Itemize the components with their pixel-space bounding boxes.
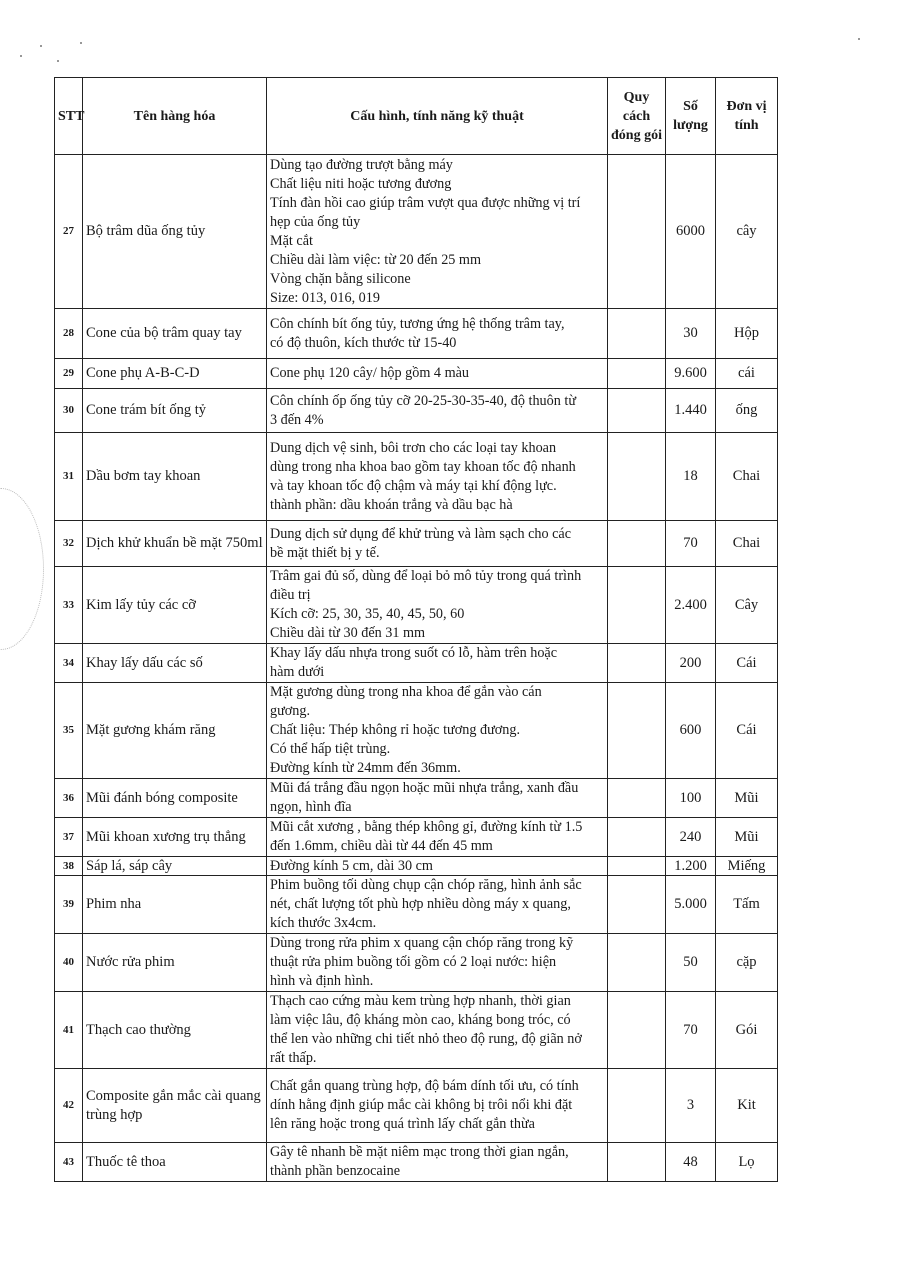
goods-table xyxy=(54,77,778,1182)
scan-speck xyxy=(20,55,22,57)
row-unit: Mũi xyxy=(716,818,778,857)
row-quantity: 18 xyxy=(666,433,716,521)
table-row xyxy=(55,521,778,567)
row-item-name: Cone phụ A-B-C-D xyxy=(83,359,267,389)
row-quantity: 70 xyxy=(666,992,716,1069)
row-item-name: Kim lấy tủy các cỡ xyxy=(83,567,267,644)
table-row xyxy=(55,389,778,433)
header-qty: Số lượng xyxy=(666,78,716,155)
spec-line: Gây tê nhanh bề mặt niêm mạc trong thời gian ngắn, xyxy=(270,1144,569,1160)
row-unit: Kit xyxy=(716,1069,778,1143)
row-quantity: 3 xyxy=(666,1069,716,1143)
row-stt: 33 xyxy=(55,567,83,644)
row-spec xyxy=(267,521,608,567)
spec-line: kích thước 3x4cm. xyxy=(270,915,377,931)
table-header-row xyxy=(55,78,778,155)
spec-line: nét, chất lượng tốt phù hợp nhiều dòng máy x quang, xyxy=(270,896,571,912)
table-row xyxy=(55,155,778,309)
spec-line: điều trị xyxy=(270,587,311,603)
row-item-name: Cone trám bít ống tỷ xyxy=(83,389,267,433)
row-item-name: Thạch cao thường xyxy=(83,992,267,1069)
spec-line: thuật rửa phim buồng tối gồm có 2 loại nước: hiện xyxy=(270,954,557,970)
row-quantity: 200 xyxy=(666,644,716,683)
row-spec xyxy=(267,1143,608,1182)
spec-line: Kích cỡ: 25, 30, 35, 40, 45, 50, 60 xyxy=(270,606,465,622)
header-stt: STT xyxy=(55,78,83,155)
table-row xyxy=(55,934,778,992)
spec-line: Chất liệu: Thép không rỉ hoặc tương đương. xyxy=(270,722,520,738)
row-item-name: Composite gắn mắc cài quang trùng hợp xyxy=(83,1069,267,1143)
spec-line: hẹp của ống tủy xyxy=(270,213,361,230)
spec-line: 3 đến 4% xyxy=(270,411,324,428)
spec-line: Thạch cao cứng màu kem trùng hợp nhanh, thời gian xyxy=(270,993,571,1009)
row-unit: Lọ xyxy=(716,1143,778,1182)
row-quantity: 30 xyxy=(666,309,716,359)
row-unit: Cây xyxy=(716,567,778,644)
spec-line: Đường kính 5 cm, dài 30 cm xyxy=(270,857,433,874)
row-pack xyxy=(608,934,666,992)
row-item-name: Dầu bơm tay khoan xyxy=(83,433,267,521)
spec-line: Chất gắn quang trùng hợp, độ bám dính tối ưu, có tính xyxy=(270,1078,579,1094)
row-item-name: Mũi đánh bóng composite xyxy=(83,779,267,818)
row-stt: 27 xyxy=(55,155,83,309)
row-quantity: 100 xyxy=(666,779,716,818)
spec-line: làm việc lâu, độ kháng mòn cao, kháng bong tróc, có xyxy=(270,1012,571,1028)
row-unit: cây xyxy=(716,155,778,309)
scan-speck xyxy=(40,45,42,47)
row-stt: 28 xyxy=(55,309,83,359)
spec-line: Mặt gương dùng trong nha khoa để gắn vào cán xyxy=(270,684,542,700)
row-spec xyxy=(267,433,608,521)
spec-line: Khay lấy dấu nhựa trong suốt có lỗ, hàm trên hoặc xyxy=(270,645,558,661)
row-spec xyxy=(267,389,608,433)
spec-line: hình và định hình. xyxy=(270,973,374,989)
row-quantity: 600 xyxy=(666,683,716,779)
table-row xyxy=(55,309,778,359)
row-item-name: Dịch khử khuẩn bề mặt 750ml xyxy=(83,521,267,567)
row-stt: 30 xyxy=(55,389,83,433)
row-pack xyxy=(608,1143,666,1182)
spec-line: Đường kính từ 24mm đến 36mm. xyxy=(270,760,461,776)
spec-line: Vòng chặn bằng silicone xyxy=(270,270,411,287)
row-item-name: Sáp lá, sáp cây xyxy=(83,857,267,876)
table-row xyxy=(55,1143,778,1182)
row-unit: Miếng xyxy=(716,857,778,876)
spec-line: Chiều dài làm việc: từ 20 đến 25 mm xyxy=(270,251,482,268)
spec-line: rất thấp. xyxy=(270,1050,317,1066)
spec-line: Côn chính bít ống tủy, tương ứng hệ thống trâm tay, xyxy=(270,315,565,332)
row-item-name: Cone của bộ trâm quay tay xyxy=(83,309,267,359)
spec-line: và tay khoan tốc độ chậm và máy tại khí động lực. xyxy=(270,477,557,494)
row-stt: 31 xyxy=(55,433,83,521)
row-pack xyxy=(608,389,666,433)
row-pack xyxy=(608,779,666,818)
row-quantity: 1.440 xyxy=(666,389,716,433)
row-spec xyxy=(267,359,608,389)
row-stt: 35 xyxy=(55,683,83,779)
table-row xyxy=(55,567,778,644)
row-stt: 42 xyxy=(55,1069,83,1143)
row-unit: Mũi xyxy=(716,779,778,818)
row-spec xyxy=(267,155,608,309)
row-item-name: Phim nha xyxy=(83,876,267,934)
table-row xyxy=(55,779,778,818)
row-spec xyxy=(267,857,608,876)
spec-line: Tính đàn hồi cao giúp trâm vượt qua được những vị trí xyxy=(270,194,581,211)
row-spec xyxy=(267,1069,608,1143)
spec-line: Mặt cắt xyxy=(270,232,313,249)
row-stt: 32 xyxy=(55,521,83,567)
row-item-name: Mặt gương khám răng xyxy=(83,683,267,779)
row-pack xyxy=(608,992,666,1069)
table-row xyxy=(55,359,778,389)
row-pack xyxy=(608,857,666,876)
spec-line: thể len vào những chi tiết nhỏ theo độ rung, độ giãn nở xyxy=(270,1031,582,1047)
row-quantity: 1.200 xyxy=(666,857,716,876)
row-unit: cái xyxy=(716,359,778,389)
row-spec xyxy=(267,683,608,779)
spec-line: Dung dịch vệ sinh, bôi trơn cho các loại tay khoan xyxy=(270,439,557,456)
row-quantity: 6000 xyxy=(666,155,716,309)
row-stt: 38 xyxy=(55,857,83,876)
table-row xyxy=(55,876,778,934)
spec-line: lên răng hoặc trong quá trình lấy chất gắn thừa xyxy=(270,1116,535,1132)
row-pack xyxy=(608,155,666,309)
header-name: Tên hàng hóa xyxy=(83,78,267,155)
row-spec xyxy=(267,644,608,683)
row-stt: 41 xyxy=(55,992,83,1069)
row-spec xyxy=(267,309,608,359)
row-spec xyxy=(267,992,608,1069)
row-pack xyxy=(608,818,666,857)
spec-line: thành phần benzocaine xyxy=(270,1163,400,1179)
row-unit: Chai xyxy=(716,433,778,521)
row-item-name: Mũi khoan xương trụ thẳng xyxy=(83,818,267,857)
row-unit: Hộp xyxy=(716,309,778,359)
row-quantity: 5.000 xyxy=(666,876,716,934)
spec-line: Có thể hấp tiệt trùng. xyxy=(270,741,391,757)
scan-speck xyxy=(80,42,82,44)
row-quantity: 2.400 xyxy=(666,567,716,644)
row-pack xyxy=(608,521,666,567)
table-row xyxy=(55,857,778,876)
row-spec xyxy=(267,779,608,818)
row-stt: 43 xyxy=(55,1143,83,1182)
table-row xyxy=(55,683,778,779)
header-spec: Cấu hình, tính năng kỹ thuật xyxy=(267,78,608,155)
row-item-name: Nước rửa phim xyxy=(83,934,267,992)
row-stt: 37 xyxy=(55,818,83,857)
table-row xyxy=(55,818,778,857)
row-quantity: 70 xyxy=(666,521,716,567)
spec-line: Côn chính ốp ống tủy cỡ 20-25-30-35-40, độ thuôn từ xyxy=(270,392,577,409)
row-quantity: 50 xyxy=(666,934,716,992)
spec-line: dính hằng định giúp mắc cài không bị trôi nổi khi đặt xyxy=(270,1097,573,1113)
spec-line: Chiều dài từ 30 đến 31 mm xyxy=(270,625,426,641)
spec-line: Size: 013, 016, 019 xyxy=(270,289,380,306)
table-row xyxy=(55,1069,778,1143)
row-pack xyxy=(608,309,666,359)
row-pack xyxy=(608,359,666,389)
table-row xyxy=(55,433,778,521)
row-unit: cặp xyxy=(716,934,778,992)
spec-line: Dùng trong rửa phim x quang cận chóp răng trong kỹ xyxy=(270,935,574,951)
stamp-fragment xyxy=(0,488,44,650)
row-item-name: Bộ trâm dũa ống tủy xyxy=(83,155,267,309)
table-row xyxy=(55,992,778,1069)
spec-line: Cone phụ 120 cây/ hộp gồm 4 màu xyxy=(270,365,469,381)
row-quantity: 48 xyxy=(666,1143,716,1182)
row-pack xyxy=(608,433,666,521)
spec-line: có độ thuôn, kích thước từ 15-40 xyxy=(270,334,457,351)
row-unit: ống xyxy=(716,389,778,433)
row-pack xyxy=(608,1069,666,1143)
spec-line: Mũi đá trắng đầu ngọn hoặc mũi nhựa trắng, xanh đầu xyxy=(270,780,579,796)
spec-line: Dùng tạo đường trượt bằng máy xyxy=(270,156,453,173)
row-unit: Gói xyxy=(716,992,778,1069)
table-body xyxy=(55,155,778,1182)
spec-line: Dung dịch sử dụng để khử trùng và làm sạch cho các xyxy=(270,525,572,542)
spec-line: Mũi cắt xương , bằng thép không gỉ, đường kính từ 1.5 xyxy=(270,819,583,835)
row-unit: Cái xyxy=(716,644,778,683)
spec-line: đến 1.6mm, chiều dài từ 44 đến 45 mm xyxy=(270,838,493,854)
row-pack xyxy=(608,567,666,644)
row-spec xyxy=(267,876,608,934)
scan-speck xyxy=(57,60,59,62)
row-pack xyxy=(608,876,666,934)
row-spec xyxy=(267,934,608,992)
row-item-name: Khay lấy dấu các số xyxy=(83,644,267,683)
spec-line: Trâm gai đủ số, dùng để loại bỏ mô tủy trong quá trình xyxy=(270,568,582,584)
row-quantity: 9.600 xyxy=(666,359,716,389)
table-row xyxy=(55,644,778,683)
scan-speck xyxy=(858,38,860,40)
row-stt: 36 xyxy=(55,779,83,818)
spec-line: hàm dưới xyxy=(270,664,325,680)
header-pack: Quy cách đóng gói xyxy=(608,78,666,155)
spec-line: bề mặt thiết bị y tế. xyxy=(270,544,380,561)
row-spec xyxy=(267,567,608,644)
spec-line: Chất liệu niti hoặc tương đương xyxy=(270,175,452,192)
row-stt: 29 xyxy=(55,359,83,389)
row-unit: Chai xyxy=(716,521,778,567)
row-stt: 34 xyxy=(55,644,83,683)
row-unit: Cái xyxy=(716,683,778,779)
spec-line: gương. xyxy=(270,703,311,719)
spec-line: ngọn, hình đĩa xyxy=(270,799,352,815)
row-unit: Tấm xyxy=(716,876,778,934)
row-stt: 40 xyxy=(55,934,83,992)
row-spec xyxy=(267,818,608,857)
row-pack xyxy=(608,683,666,779)
row-quantity: 240 xyxy=(666,818,716,857)
row-pack xyxy=(608,644,666,683)
header-unit: Đơn vị tính xyxy=(716,78,778,155)
row-stt: 39 xyxy=(55,876,83,934)
spec-line: thành phần: dầu khoán trắng và dầu bạc hà xyxy=(270,496,513,513)
spec-line: dùng trong nha khoa bao gồm tay khoan tốc độ nhanh xyxy=(270,458,576,475)
row-item-name: Thuốc tê thoa xyxy=(83,1143,267,1182)
spec-line: Phim buồng tối dùng chụp cận chóp răng, hình ảnh sắc xyxy=(270,877,582,893)
